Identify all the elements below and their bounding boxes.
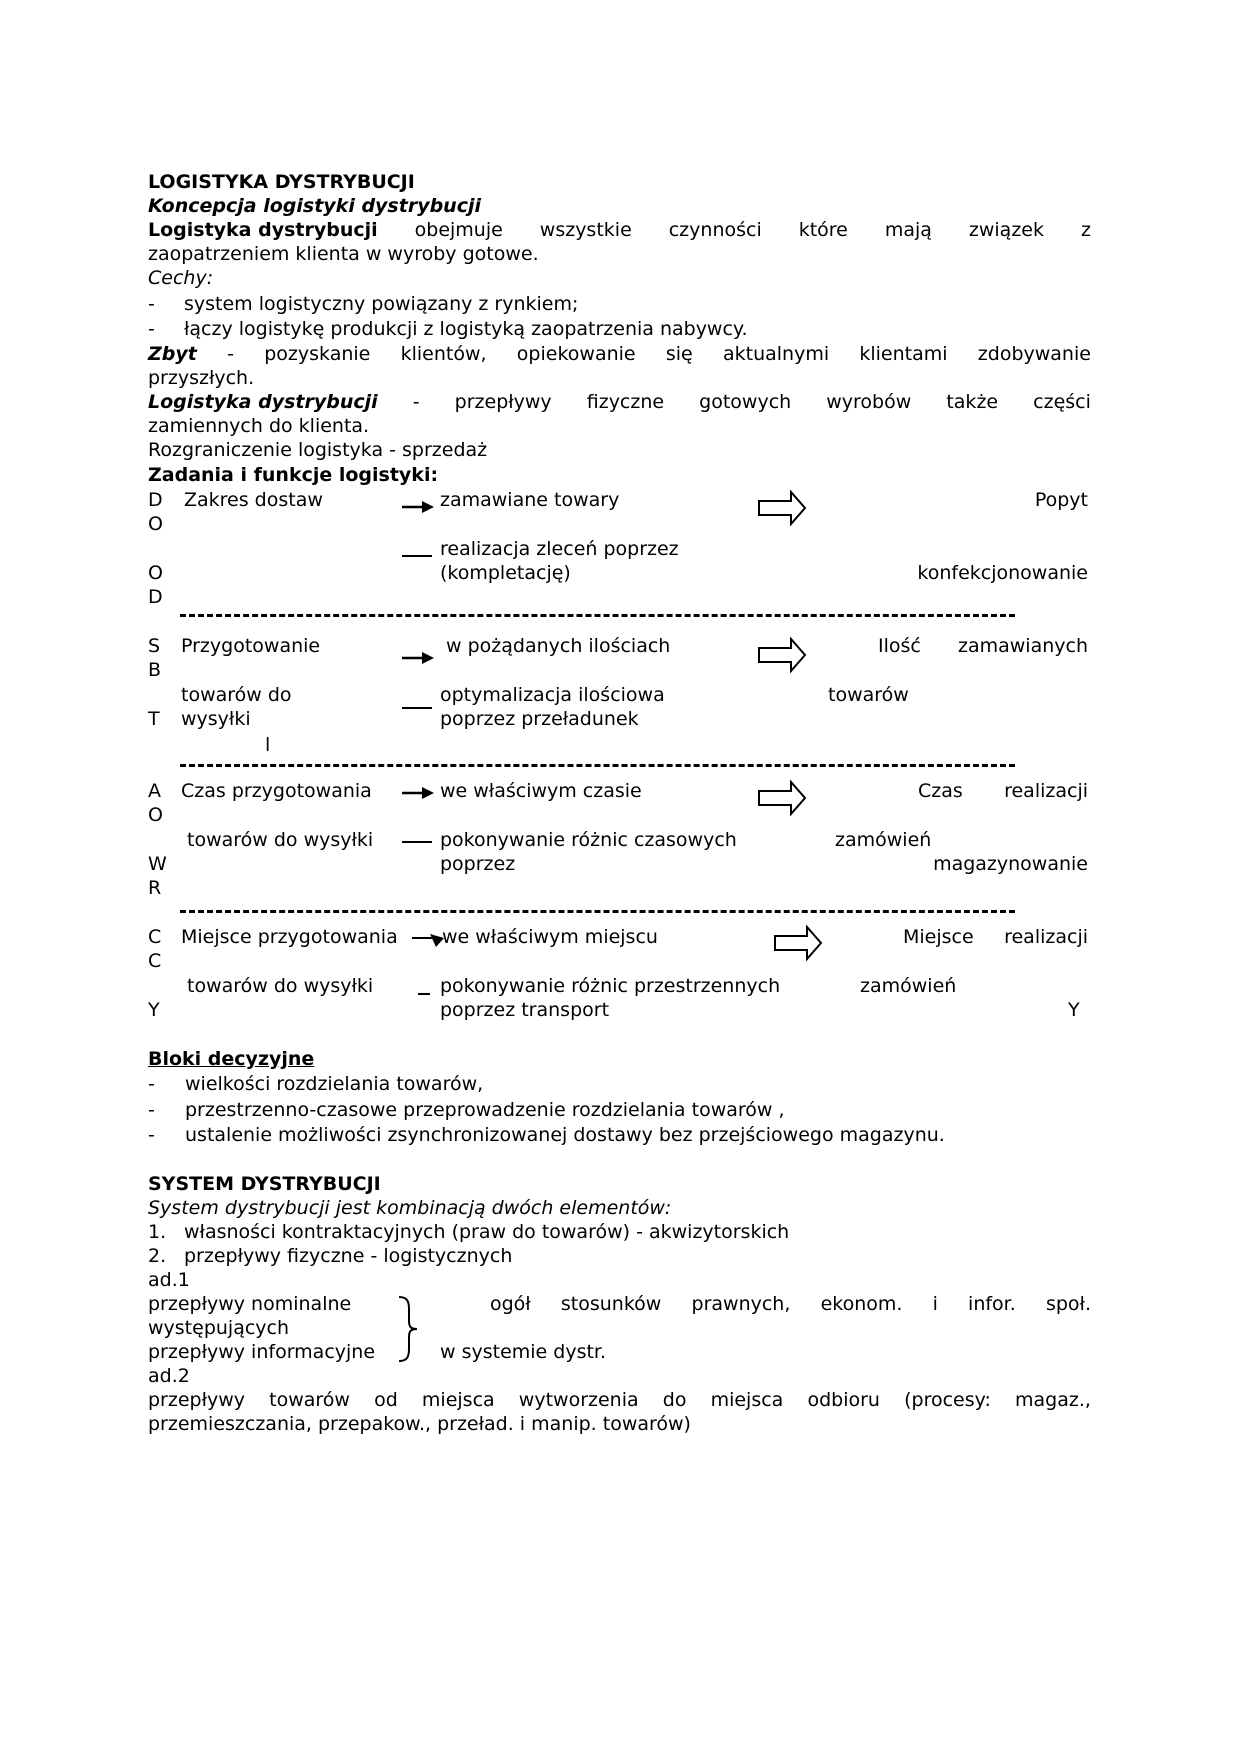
block-arrow-right-icon	[773, 925, 823, 961]
word: klientów,	[400, 343, 487, 365]
vertical-letter: O	[148, 804, 163, 826]
row3-left-2: towarów do wysyłki	[187, 829, 374, 851]
row3-right-3: magazynowanie	[933, 853, 1088, 875]
word: mają	[884, 219, 932, 241]
word: miejsca	[710, 1389, 784, 1411]
word: aktualnymi	[722, 343, 830, 365]
dashed-divider	[180, 910, 1015, 913]
word: magaz.,	[1015, 1389, 1091, 1411]
word: części	[1033, 391, 1091, 413]
ad2-line-2: przemieszczania, przepakow., przeład. i manip. towarów)	[148, 1413, 691, 1435]
row1-right: Popyt	[1034, 489, 1088, 511]
word: i	[932, 1293, 938, 1315]
vertical-letter: O	[148, 513, 163, 535]
logistyka-def-line-1	[148, 390, 1091, 414]
row1-mid-2a: realizacja zleceń poprzez	[440, 538, 679, 560]
row4-mid-2a: pokonywanie różnic przestrzennych	[440, 975, 781, 997]
row2-right-a: Ilość	[878, 635, 921, 657]
word: ekonom.	[820, 1293, 903, 1315]
word: (procesy:	[904, 1389, 991, 1411]
vertical-letter: Y	[1068, 999, 1080, 1021]
row2-right-b: zamawianych	[957, 635, 1088, 657]
word: także	[946, 391, 999, 413]
ad1-left-3: przepływy informacyjne	[148, 1341, 376, 1363]
word: miejsca	[421, 1389, 495, 1411]
word: obejmuje	[414, 219, 503, 241]
bloki-item: przestrzenno-czasowe przeprowadzenie rozdzielania towarów ,	[185, 1099, 785, 1121]
ad2-label: ad.2	[148, 1365, 190, 1387]
word: towarów	[269, 1389, 350, 1411]
word: z	[1080, 219, 1091, 241]
word: -	[227, 343, 234, 365]
arrow-right-icon	[402, 786, 434, 800]
ad1-right-line-1	[490, 1292, 1091, 1316]
row3-mid: we właściwym czasie	[440, 780, 642, 802]
row4-right-b: realizacji	[1004, 926, 1088, 948]
cechy-label: Cechy:	[148, 267, 214, 289]
vertical-letter: Y	[148, 999, 160, 1021]
system-list-item: przepływy fizyczne - logistycznych	[184, 1245, 513, 1267]
word: do	[662, 1389, 687, 1411]
word: prawnych,	[691, 1293, 791, 1315]
bloki-heading: Bloki decyzyjne	[148, 1048, 315, 1070]
row1-right-2: konfekcjonowanie	[917, 562, 1088, 584]
word: zdobywanie	[977, 343, 1091, 365]
vertical-letter: D	[148, 586, 163, 608]
vertical-letter: R	[148, 877, 162, 899]
ad1-right-2: w systemie dystr.	[440, 1341, 607, 1363]
block-arrow-right-icon	[757, 490, 807, 526]
vertical-letter: B	[148, 659, 162, 681]
subtitle: Koncepcja logistyki dystrybucji	[148, 195, 481, 217]
row3-mid-2a: pokonywanie różnic czasowych	[440, 829, 737, 851]
vertical-letter: C	[148, 926, 162, 948]
row2-mid-2a: optymalizacja ilościowa	[440, 684, 665, 706]
word: się	[665, 343, 693, 365]
bloki-bullet: -	[148, 1073, 155, 1095]
row2-mid-2b: poprzez przeładunek	[440, 708, 639, 730]
row2-left-4: l	[265, 734, 271, 756]
row1-left: Zakres dostaw	[184, 489, 323, 511]
word: pozyskanie	[264, 343, 371, 365]
row3-right-b: realizacji	[1004, 780, 1088, 802]
word: klientami	[859, 343, 948, 365]
vertical-letter: A	[148, 780, 161, 802]
vertical-letter: D	[148, 489, 163, 511]
word: infor.	[968, 1293, 1016, 1315]
dashed-divider	[180, 614, 1015, 617]
word: wyrobów	[826, 391, 912, 413]
logistyka-def-term: Logistyka dystrybucji	[148, 391, 378, 413]
ad1-left-2: występujących	[148, 1317, 290, 1339]
row1-mid-2b: (kompletację)	[440, 562, 571, 584]
connector-line	[402, 707, 432, 709]
word: społ.	[1045, 1293, 1091, 1315]
word: czynności	[668, 219, 762, 241]
row2-mid: w pożądanych ilościach	[446, 635, 671, 657]
zbyt-line-1	[148, 342, 1091, 366]
system-list-num: 2.	[148, 1245, 167, 1267]
zadania-heading: Zadania i funkcje logistyki:	[148, 464, 439, 486]
row4-left: Miejsce przygotowania	[181, 926, 398, 948]
word: odbioru	[807, 1389, 880, 1411]
row2-left-3: wysyłki	[181, 708, 251, 730]
bloki-bullet: -	[148, 1099, 155, 1121]
intro-line-2: zaopatrzeniem klienta w wyroby gotowe.	[148, 243, 539, 265]
arrow-right-icon	[402, 651, 434, 665]
word: przepływy	[454, 391, 552, 413]
dashed-divider	[180, 764, 1015, 767]
word: gotowych	[699, 391, 792, 413]
row2-right-2: towarów	[828, 684, 909, 706]
word: wszystkie	[539, 219, 632, 241]
word: fizyczne	[586, 391, 665, 413]
system-heading: SYSTEM DYSTRYBUCJI	[148, 1173, 381, 1195]
row3-left: Czas przygotowania	[181, 780, 372, 802]
word: -	[412, 391, 420, 413]
vertical-letter: C	[148, 950, 162, 972]
cechy-bullet: -	[148, 293, 155, 315]
zbyt-term: Zbyt	[148, 343, 197, 365]
vertical-letter: W	[148, 853, 167, 875]
ad1-label: ad.1	[148, 1269, 190, 1291]
rozgraniczenie: Rozgraniczenie logistyka - sprzedaż	[148, 439, 488, 461]
vertical-letter: S	[148, 635, 161, 657]
block-arrow-right-icon	[757, 637, 807, 673]
page-title: LOGISTYKA DYSTRYBUCJI	[148, 171, 415, 193]
intro-term: Logistyka dystrybucji	[148, 219, 378, 241]
curly-brace-icon	[395, 1293, 421, 1365]
system-list-num: 1.	[148, 1221, 167, 1243]
row4-right-2: zamówień	[860, 975, 957, 997]
row2-left-2: towarów do	[181, 684, 292, 706]
row2-left: Przygotowanie	[181, 635, 321, 657]
arrow-right-icon	[412, 934, 444, 948]
bloki-bullet: -	[148, 1124, 155, 1146]
cechy-item: łączy logistykę produkcji z logistyką zaopatrzenia nabywcy.	[184, 318, 748, 340]
connector-line	[418, 993, 430, 995]
row3-right-2: zamówień	[835, 829, 932, 851]
intro-line-1	[148, 218, 1091, 242]
word: ogół	[490, 1293, 531, 1315]
logistyka-def-line-2: zamiennych do klienta.	[148, 415, 370, 437]
row4-left-2: towarów do wysyłki	[187, 975, 374, 997]
connector-line	[402, 841, 432, 843]
row4-mid: we właściwym miejscu	[442, 926, 658, 948]
row4-right-a: Miejsce	[903, 926, 974, 948]
word: które	[798, 219, 848, 241]
word: od	[374, 1389, 398, 1411]
word: stosunków	[560, 1293, 662, 1315]
bloki-item: wielkości rozdzielania towarów,	[185, 1073, 484, 1095]
row4-mid-2b: poprzez transport	[440, 999, 610, 1021]
word: wytworzenia	[518, 1389, 639, 1411]
row1-mid: zamawiane towary	[440, 489, 620, 511]
arrow-right-icon	[402, 500, 434, 514]
vertical-letter: T	[148, 708, 160, 730]
system-list-item: własności kontraktacyjnych (praw do towarów) - akwizytorskich	[184, 1221, 790, 1243]
word: opiekowanie	[516, 343, 636, 365]
ad2-line-1	[148, 1388, 1091, 1412]
block-arrow-right-icon	[757, 780, 807, 816]
system-subtitle: System dystrybucji jest kombinacją dwóch elementów:	[148, 1197, 672, 1219]
row3-right-a: Czas	[918, 780, 963, 802]
bloki-item: ustalenie możliwości zsynchronizowanej dostawy bez przejściowego magazynu.	[185, 1124, 945, 1146]
cechy-bullet: -	[148, 318, 155, 340]
row3-mid-2b: poprzez	[440, 853, 516, 875]
cechy-item: system logistyczny powiązany z rynkiem;	[184, 293, 579, 315]
word: przepływy	[148, 1389, 246, 1411]
word: związek	[968, 219, 1044, 241]
connector-line	[402, 555, 432, 557]
zbyt-line-2: przyszłych.	[148, 367, 255, 389]
vertical-letter: O	[148, 562, 163, 584]
ad1-left-1: przepływy nominalne	[148, 1293, 352, 1315]
